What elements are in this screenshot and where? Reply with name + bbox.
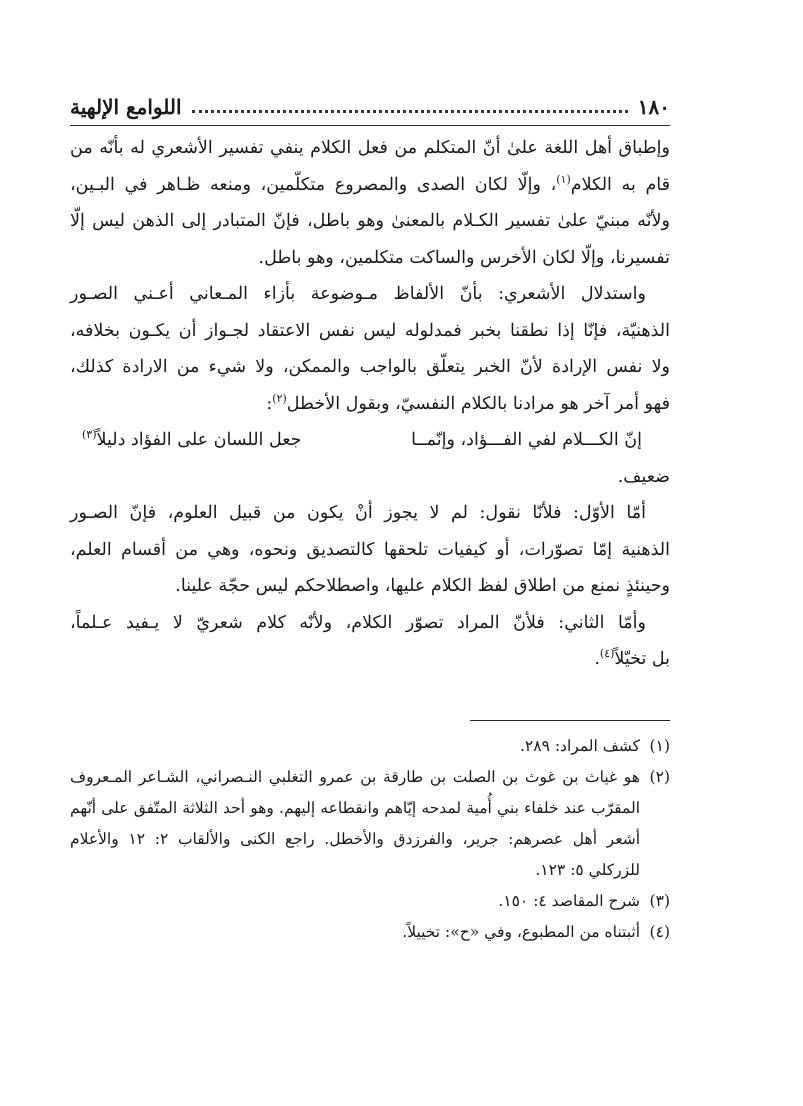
main-text: [70, 130, 670, 678]
footnote-text: كشف المراد: ٢٨٩.: [519, 736, 640, 755]
text-line: وحينئذٍ نمنع من اطلاق لفظ الكلام عليها، واصطلاحكم ليس حجّة علينا.: [175, 576, 670, 596]
footnote-separator: [470, 720, 670, 721]
verse-second-hemistich: جعل اللسان على الفؤاد دليلاً$^{(٣)}$: [82, 428, 302, 450]
footnote-item: [70, 762, 670, 886]
text-line: ولا نفس الإرادة لأنّ الخبر يتعلّق بالواجب والممكن، ولا شيء من الارادة كذلك،: [70, 357, 670, 377]
text-line: ضعيف.: [617, 466, 670, 487]
footnotes: [70, 731, 670, 948]
footnote-ref: (١): [556, 172, 571, 186]
running-header: [70, 85, 670, 119]
text-line: فهو أمر آخر هو مرادنا بالكلام النفسيّ، وبقول الأخطل$^{(٢)}$:: [266, 391, 670, 414]
footnote-text: هو غياث بن غوث بن الصلت بن طارقة بن عمرو التغلبي النـصراني، الشـاعر المـعروف المقرّب عند خلفاء بني أُمية لمدحه إيّاهم وانقطاعه إليهم. وهو أحد الثلاثة المتّفق على أنّهم أشعر أهل عصرهم: جرير، والفرزدق والأخطل. راجع الكنى والألقاب ٢: ١٢ والأعلام للزركلي ٥: ١٢٣.: [70, 767, 641, 879]
text-line: وإطباق أهل اللغة علىٰ أنّ المتكلم من فعل الكلام ينفي تفسير الأشعري له بأنّه من: [70, 138, 670, 158]
text-line: وأمّا الثاني: فلأنّ المراد تصوّر الكلام، ولأنّه كلام شعريّ لا يـفيد عـلماً،: [70, 612, 646, 633]
header-rule: [70, 125, 670, 126]
footnote-number: (٣): [649, 891, 670, 910]
verse-first-hemistich: إنّ الكـــلام لفي الفـــؤاد، وإنّمــا: [411, 430, 642, 450]
footnote-text: شرح المقاصد ٤: ١٥٠.: [498, 891, 640, 910]
footnote-item: [70, 917, 670, 948]
footnote-item: [70, 731, 670, 762]
text-line: أمّا الأوّل: فلأنّا نقول: لم لا يجوز أنْ يكون من قبيل العلوم، فإنّ الصـور: [70, 503, 646, 523]
footnote-number: (٤): [649, 922, 670, 941]
book-page: [70, 85, 670, 948]
footnote-ref: (٢): [272, 391, 287, 405]
text-line: بل تخيّلاً$^{(٤)}$.: [594, 647, 670, 669]
footnote-item: [70, 886, 670, 917]
text-line: تفسيرنا، وإلّا لكان الأخرس والساكت متكلمين، وهو باطل.: [258, 247, 670, 268]
footnote-ref: (٤): [599, 647, 615, 661]
text-line: واستدلال الأشعري: بأنّ الألفاظ مـوضوعة بأزاء المـعاني أعـني الصـور: [70, 284, 646, 304]
header-leader-dots: [192, 109, 628, 113]
footnote-ref: (٣): [82, 428, 97, 442]
text-line: قام به الكلام$^{(١)}$، وإلّا لكان الصدى والمصروع متكلّمين، ومنعه ظـاهر في البـين،: [70, 172, 670, 195]
text-line: الذهنيّة، فإنّا إذا نطقنا بخبر فمدلوله ليس نفس الاعتقاد لجـواز أن يكـون بخلافه،: [70, 320, 670, 341]
running-title: اللوامع الإلهية: [70, 95, 182, 119]
page-number: ١٨٠: [637, 95, 670, 119]
text-line: الذهنية إمّا تصوّرات، أو كيفيات تلحقها كالتصديق ونحوه، وهي من أقسام العلم،: [70, 539, 670, 560]
footnote-text: أثبتناه من المطبوع، وفي «ح»: تخييلاً.: [402, 922, 640, 941]
footnote-number: (٢): [649, 767, 670, 786]
footnote-number: (١): [649, 736, 670, 755]
poetry-verse: [82, 422, 670, 459]
text-line: ولأنّه مبنيّ علىٰ تفسير الكـلام بالمعنىٰ وهو باطل، فإنّ المتبادر إلى الذهن ليس إلّا: [70, 211, 670, 231]
